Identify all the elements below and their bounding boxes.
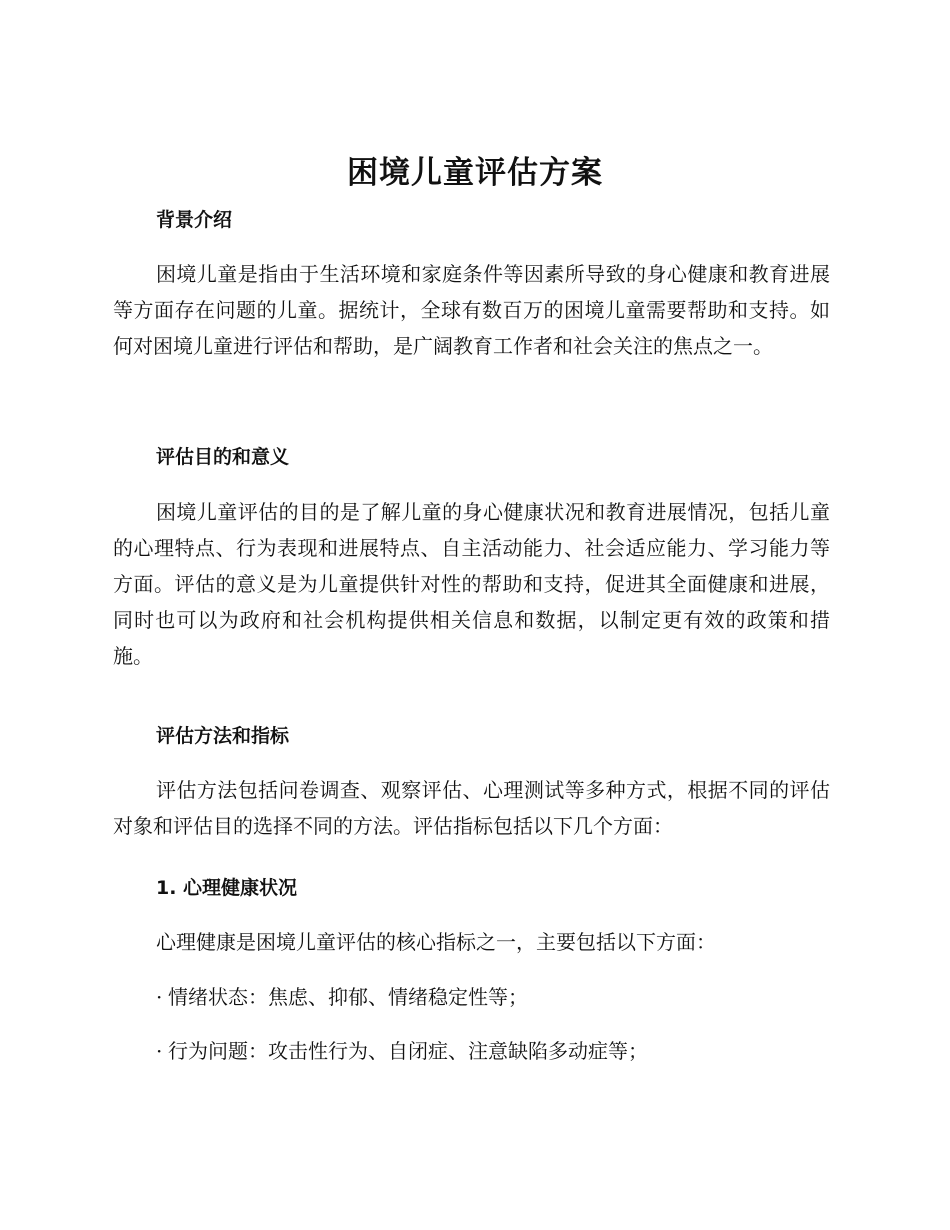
section-heading-mental-health: 1. 心理健康状况 <box>156 877 298 899</box>
section-heading-methods: 评估方法和指标 <box>156 725 290 747</box>
bullet-item <box>156 1037 648 1065</box>
section-heading-purpose: 评估目的和意义 <box>156 446 290 468</box>
bullet-text: 情绪状态：焦虑、抑郁、情绪稳定性等； <box>168 985 528 1009</box>
bullet-text: 行为问题：攻击性行为、自闭症、注意缺陷多动症等； <box>168 1039 648 1063</box>
mental-health-intro: 心理健康是困境儿童评估的核心指标之一，主要包括以下方面： <box>156 930 716 954</box>
bullet-item <box>156 983 528 1011</box>
paragraph-purpose: 困境儿童评估的目的是了解儿童的身心健康状况和教育进展情况，包括儿童的心理特点、行为表现和进展特点、自主活动能力、社会适应能力、学习能力等方面。评估的意义是为儿童提供针对性的帮助和支持，促进其全面健康和进展，同时也可以为政府和社会机构提供相关信息和数据，以制定更有效的政策和措施。 <box>113 500 830 668</box>
paragraph-background: 困境儿童是指由于生活环境和家庭条件等因素所导致的身心健康和教育进展等方面存在问题的儿童。据统计，全球有数百万的困境儿童需要帮助和支持。如何对困境儿童进行评估和帮助，是广阔教育工作者和社会关注的焦点之一。 <box>113 262 830 358</box>
bullet-marker: · <box>156 1039 163 1063</box>
section-heading-background: 背景介绍 <box>156 209 233 231</box>
paragraph-methods: 评估方法包括问卷调查、观察评估、心理测试等多种方式，根据不同的评估对象和评估目的选择不同的方法。评估指标包括以下几个方面： <box>113 778 830 838</box>
document-title: 困境儿童评估方案 <box>347 155 603 191</box>
bullet-marker: · <box>156 985 163 1009</box>
